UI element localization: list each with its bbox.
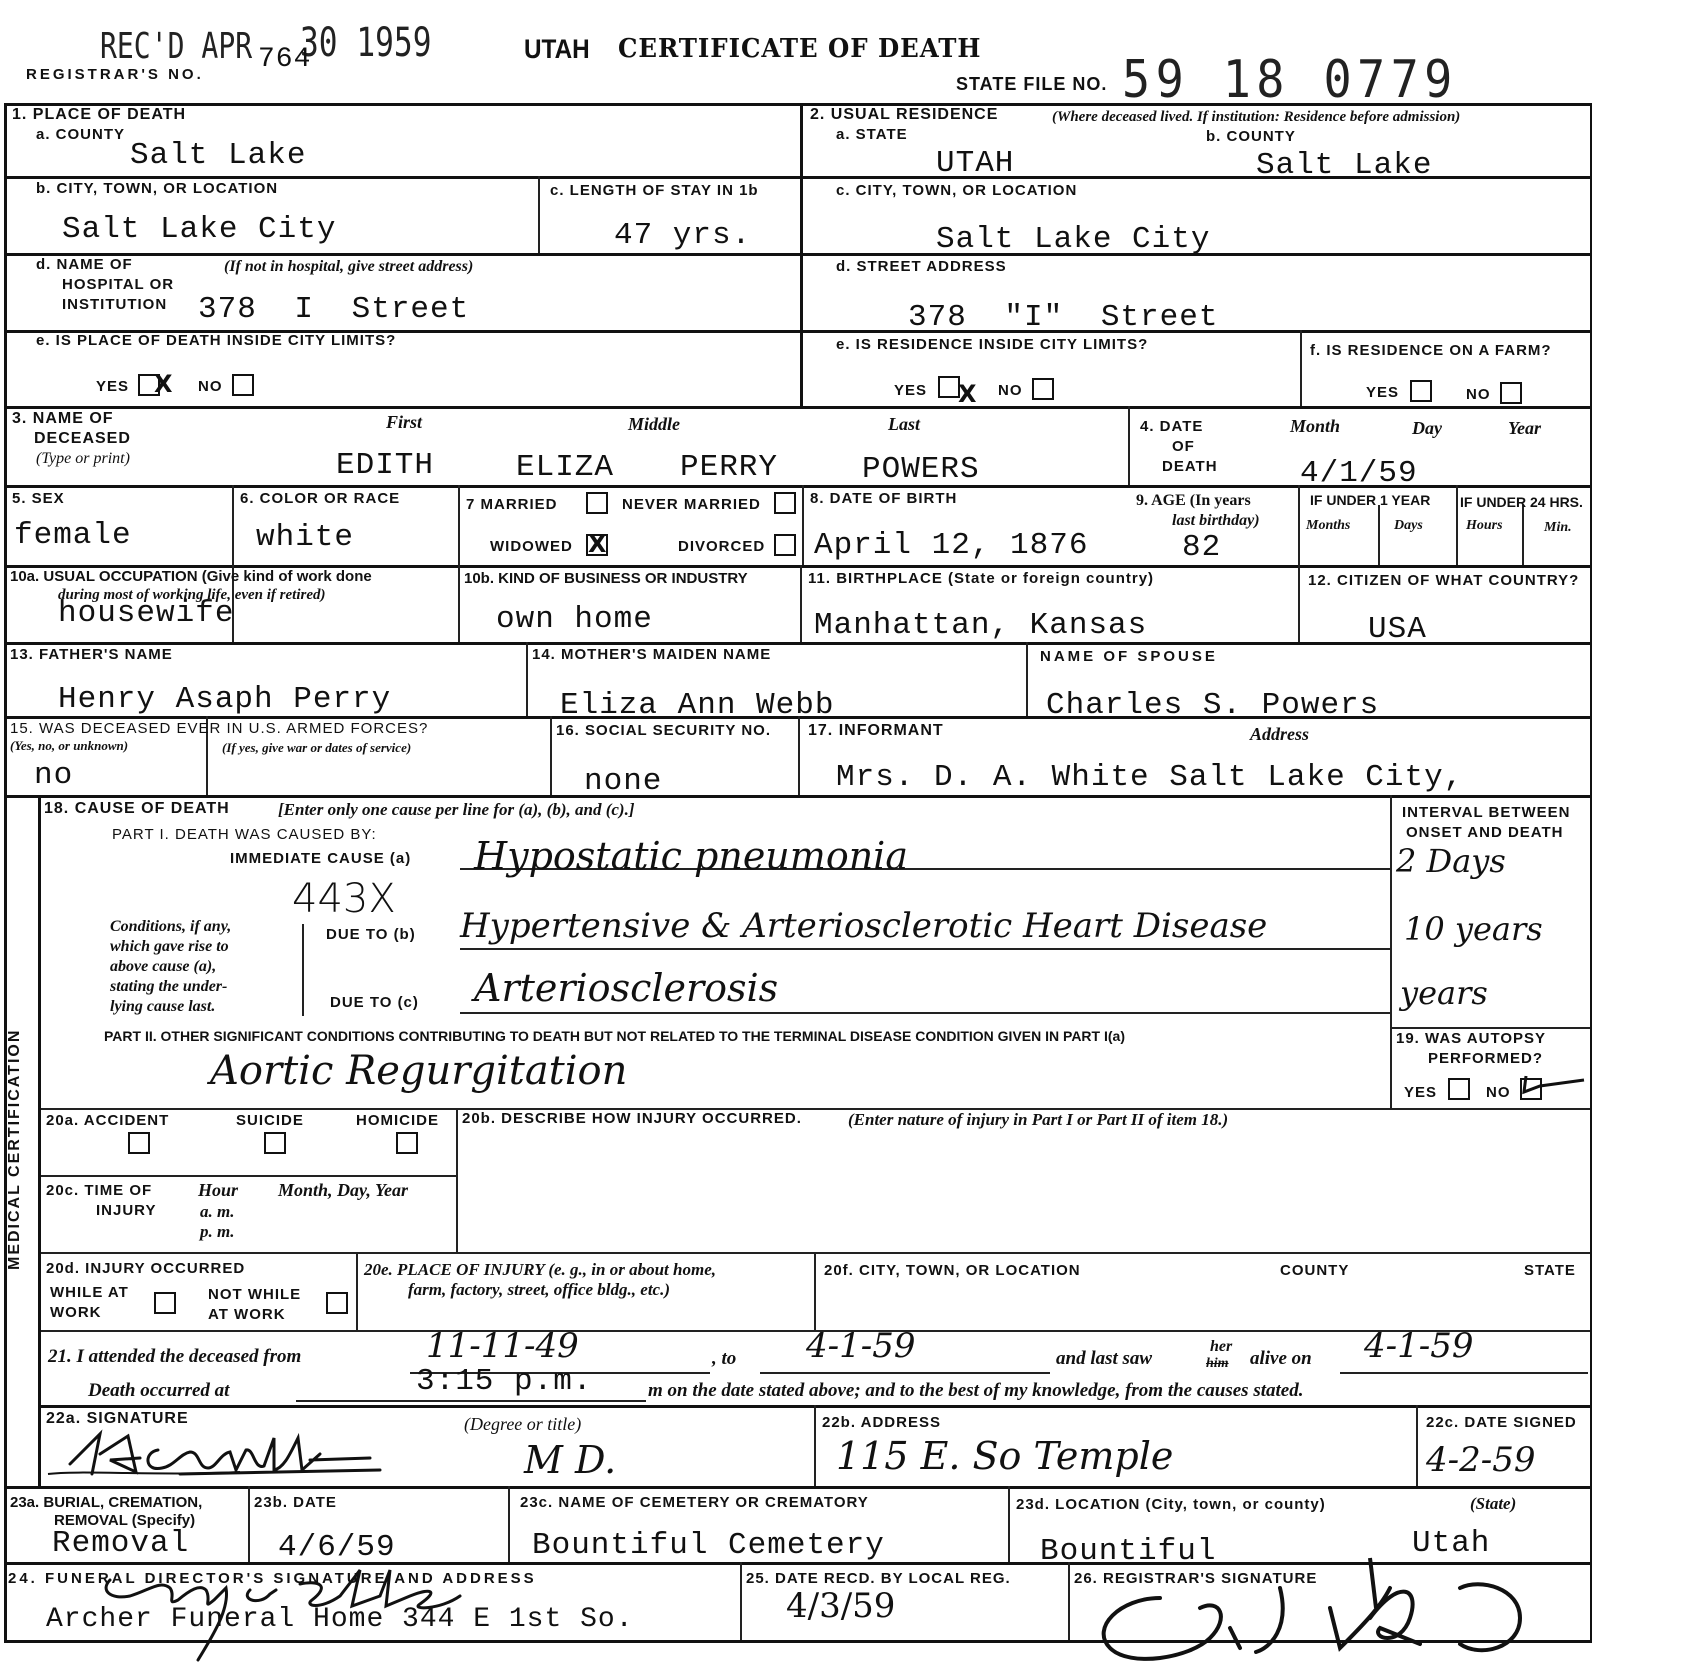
death-occurred-label: Death occurred at [88, 1380, 230, 1401]
due-to-b-value: Hypertensive & Arteriosclerotic Heart Disease [460, 906, 1268, 946]
received-stamp: REC'D APR [100, 26, 253, 67]
residence-yes-mark: X [958, 380, 977, 408]
day-label: Day [1412, 418, 1442, 438]
part-two-label: PART II. OTHER SIGNIFICANT CONDITIONS CONTRIBUTING TO DEATH BUT NOT RELATED TO THE TERMINAL DISEASE CONDITION GIVEN IN PART I(a) [104, 1028, 1125, 1044]
farm-label: f. IS RESIDENCE ON A FARM? [1310, 342, 1552, 359]
months-label: Months [1306, 518, 1351, 533]
medical-certification-side-label: MEDICAL CERTIFICATION [6, 1028, 23, 1270]
death-yes-mark: X [154, 370, 173, 398]
inside-limits-label: e. IS PLACE OF DEATH INSIDE CITY LIMITS? [36, 332, 397, 349]
length-of-stay-label: c. LENGTH OF STAY IN 1b [550, 182, 759, 199]
burial-location-value: Bountiful [1040, 1534, 1217, 1569]
death-county-value: Salt Lake [130, 138, 307, 173]
informant-address-label: Address [1250, 724, 1310, 744]
farm-yes-label: YES [1366, 384, 1400, 401]
part-two-value: Aortic Regurgitation [210, 1048, 628, 1094]
degree-label: (Degree or title) [464, 1414, 582, 1434]
injury-how-note: (Enter nature of injury in Part I or Part II of item 18.) [848, 1110, 1229, 1129]
injury-occurred-label: 20d. INJURY OCCURRED [46, 1260, 246, 1277]
death-no-checkbox [232, 374, 254, 396]
not-while-work-checkbox [326, 1292, 348, 1314]
hospital-label-2: HOSPITAL OR [62, 276, 175, 293]
interval-b-value: 10 years [1404, 910, 1543, 948]
autopsy-label-2: PERFORMED? [1428, 1050, 1543, 1067]
name-label-3: (Type or print) [36, 450, 130, 467]
residence-no-label: NO [998, 382, 1023, 399]
alive-on-value: 4-1-59 [1364, 1326, 1474, 1366]
occupation-value: housewife [58, 596, 235, 631]
am-label: a. m. [200, 1202, 235, 1221]
signature-label: 22a. SIGNATURE [46, 1410, 189, 1427]
father-name-value: Henry Asaph Perry [58, 682, 392, 717]
residence-city-label: c. CITY, TOWN, OR LOCATION [836, 182, 1078, 199]
cause-of-death-note: [Enter only one cause per line for (a), (b), and (c).] [278, 800, 635, 819]
citizen-value: USA [1368, 612, 1427, 647]
armed-forces-label: 15. WAS DECEASED EVER IN U.S. ARMED FORCES? [10, 720, 429, 737]
social-security-value: none [584, 764, 663, 799]
injury-how-label: 20b. DESCRIBE HOW INJURY OCCURRED. [462, 1110, 802, 1127]
funeral-director-label: 24. FUNERAL DIRECTOR'S SIGNATURE AND ADDRESS [8, 1570, 537, 1587]
widowed-mark: X [588, 530, 607, 558]
usual-residence-label: 2. USUAL RESIDENCE [810, 106, 999, 123]
burial-value: Removal [52, 1526, 190, 1561]
burial-date-value: 4/6/59 [278, 1530, 396, 1565]
date-signed-value: 4-2-59 [1426, 1440, 1536, 1480]
last-label: Last [888, 414, 921, 434]
mother-name-label: 14. MOTHER'S MAIDEN NAME [532, 646, 772, 663]
deceased-maiden-name: PERRY [680, 450, 779, 485]
under-1-year-label: IF UNDER 1 YEAR [1310, 492, 1431, 508]
registrar-no-value: 764 [258, 44, 312, 75]
alive-on-label: alive on [1250, 1348, 1312, 1369]
under-24-hours-label: IF UNDER 24 HRS. [1460, 494, 1583, 510]
spouse-name-value: Charles S. Powers [1046, 688, 1380, 723]
received-stamp-date: 30 1959 [300, 20, 432, 66]
residence-no-checkbox [1032, 378, 1054, 400]
place-of-injury-label-2: farm, factory, street, office bldg., etc.) [408, 1280, 671, 1299]
month-day-year-label: Month, Day, Year [278, 1180, 409, 1200]
residence-state-value: UTAH [936, 146, 1015, 181]
registrar-no-label: REGISTRAR'S NO. [26, 66, 204, 83]
place-of-death-label: 1. PLACE OF DEATH [12, 106, 187, 123]
place-of-injury-label-1: 20e. PLACE OF INJURY (e. g., in or about home, [364, 1260, 716, 1279]
death-city-value: Salt Lake City [62, 212, 337, 247]
attended-to-value: 4-1-59 [806, 1326, 916, 1366]
date-received-value: 4/3/59 [786, 1586, 896, 1626]
immediate-cause-label: IMMEDIATE CAUSE (a) [230, 850, 412, 867]
street-address-label: d. STREET ADDRESS [836, 258, 1007, 275]
birthplace-value: Manhattan, Kansas [814, 608, 1148, 643]
state-file-number: 59 18 0779 [1122, 50, 1458, 110]
sex-label: 5. SEX [12, 490, 65, 507]
farm-no-label: NO [1466, 386, 1491, 403]
divorced-label: DIVORCED [678, 538, 766, 555]
married-checkbox [586, 492, 608, 514]
date-of-birth-value: April 12, 1876 [814, 528, 1089, 563]
burial-location-label: 23d. LOCATION (City, town, or county) [1016, 1496, 1326, 1513]
interval-c-value: years [1400, 974, 1488, 1012]
autopsy-no-mark [1520, 1070, 1592, 1100]
farm-yes-checkbox [1410, 380, 1432, 402]
time-of-injury-label-2: INJURY [96, 1202, 157, 1219]
death-city-label: b. CITY, TOWN, OR LOCATION [36, 180, 279, 197]
hours-label: Hours [1466, 518, 1503, 533]
burial-state-label: (State) [1470, 1494, 1517, 1513]
hospital-note: (If not in hospital, give street address) [224, 258, 474, 275]
not-while-work-1: NOT WHILE [208, 1286, 302, 1303]
hospital-value: 378 I Street [198, 292, 470, 327]
occupation-label-1: 10a. USUAL OCCUPATION (Give kind of work done [10, 568, 372, 585]
hospital-label-1: d. NAME OF [36, 256, 133, 273]
immediate-cause-value: Hypostatic pneumonia [474, 834, 908, 878]
degree-value: M D. [524, 1438, 617, 1482]
deceased-last-name: POWERS [862, 452, 980, 487]
homicide-checkbox [396, 1132, 418, 1154]
date-of-death-label-2: OF [1172, 438, 1195, 455]
cause-of-death-label: 18. CAUSE OF DEATH [44, 800, 230, 817]
name-label-2: DECEASED [34, 430, 131, 447]
first-label: First [386, 412, 423, 432]
middle-label: Middle [628, 414, 680, 434]
her-label: her [1210, 1338, 1233, 1355]
age-label-1: 9. AGE (In years [1136, 492, 1251, 509]
due-to-c-value: Arteriosclerosis [474, 966, 779, 1010]
part-one-label: PART I. DEATH WAS CAUSED BY: [112, 826, 377, 843]
armed-forces-value: no [34, 758, 74, 793]
never-married-checkbox [774, 492, 796, 514]
cemetery-value: Bountiful Cemetery [532, 1528, 885, 1563]
burial-state-value: Utah [1412, 1526, 1491, 1561]
due-to-b-label: DUE TO (b) [326, 926, 416, 943]
days-label: Days [1394, 518, 1423, 533]
interval-a-value: 2 Days [1396, 842, 1506, 880]
month-label: Month [1290, 416, 1341, 436]
time-of-injury-label-1: 20c. TIME OF [46, 1182, 153, 1199]
mother-name-value: Eliza Ann Webb [560, 688, 835, 723]
burial-label-2: REMOVAL (Specify) [54, 1512, 196, 1529]
spouse-name-label: NAME OF SPOUSE [1040, 648, 1218, 665]
physician-address-value: 115 E. So Temple [836, 1434, 1174, 1478]
date-of-birth-label: 8. DATE OF BIRTH [810, 490, 958, 507]
father-name-label: 13. FATHER'S NAME [10, 646, 173, 663]
injury-city-label: 20f. CITY, TOWN, OR LOCATION [824, 1262, 1081, 1279]
citizen-label: 12. CITIZEN OF WHAT COUNTRY? [1308, 572, 1580, 589]
accident-checkbox [128, 1132, 150, 1154]
social-security-label: 16. SOCIAL SECURITY NO. [556, 722, 771, 739]
birthplace-label: 11. BIRTHPLACE (State or foreign country) [808, 570, 1155, 587]
informant-value: Mrs. D. A. White Salt Lake City, [836, 760, 1464, 795]
conditions-text-4: stating the under- [110, 978, 228, 995]
min-label: Min. [1544, 520, 1572, 535]
informant-label: 17. INFORMANT [808, 722, 944, 739]
suicide-label: SUICIDE [236, 1112, 304, 1129]
physician-address-label: 22b. ADDRESS [822, 1414, 941, 1431]
date-received-label: 25. DATE RECD. BY LOCAL REG. [746, 1570, 1011, 1587]
homicide-label: HOMICIDE [356, 1112, 439, 1129]
widowed-label: WIDOWED [490, 538, 573, 555]
attended-to-label: , to [712, 1348, 737, 1369]
interval-label-2: ONSET AND DEATH [1406, 824, 1564, 841]
state-file-label: STATE FILE NO. [956, 74, 1108, 94]
residence-limits-label: e. IS RESIDENCE INSIDE CITY LIMITS? [836, 336, 1149, 353]
him-label: him [1206, 1356, 1229, 1371]
while-at-work-checkbox [154, 1292, 176, 1314]
autopsy-yes-label: YES [1404, 1084, 1438, 1101]
residence-yes-label: YES [894, 382, 928, 399]
accident-label: 20a. ACCIDENT [46, 1112, 170, 1129]
death-county-label: a. COUNTY [36, 126, 126, 143]
attended-from-value: 11-11-49 [426, 1326, 579, 1366]
residence-county-value: Salt Lake [1256, 148, 1433, 183]
death-time-value: 3:15 p.m. [416, 1364, 593, 1399]
injury-county-label: COUNTY [1280, 1262, 1350, 1279]
not-while-work-2: AT WORK [208, 1306, 286, 1323]
suicide-checkbox [264, 1132, 286, 1154]
funeral-director-value: Archer Funeral Home 344 E 1st So. [46, 1604, 634, 1635]
interval-label-1: INTERVAL BETWEEN [1402, 804, 1571, 821]
burial-label-1: 23a. BURIAL, CREMATION, [10, 1494, 203, 1511]
armed-forces-sub-2: (If yes, give war or dates of service) [222, 740, 412, 755]
deceased-first-name: EDITH [336, 448, 435, 483]
state-title: UTAH [524, 34, 590, 64]
date-of-death-label-1: 4. DATE [1140, 418, 1204, 435]
autopsy-no-label: NO [1486, 1084, 1511, 1101]
death-no-label: NO [198, 378, 223, 395]
registrar-signature-label: 26. REGISTRAR'S SIGNATURE [1074, 1570, 1318, 1587]
conditions-text-3: above cause (a), [110, 958, 217, 975]
due-to-c-label: DUE TO (c) [330, 994, 419, 1011]
pm-label: p. m. [200, 1222, 235, 1241]
conditions-text-5: lying cause last. [110, 998, 216, 1015]
conditions-text-1: Conditions, if any, [110, 918, 232, 935]
married-label: 7 MARRIED [466, 496, 558, 513]
while-at-work-2: WORK [50, 1304, 102, 1321]
attended-label: 21. I attended the deceased from [48, 1346, 302, 1367]
farm-no-checkbox [1500, 382, 1522, 404]
residence-county-label: b. COUNTY [1206, 128, 1296, 145]
death-occurred-tail: m on the date stated above; and to the best of my knowledge, from the causes stated. [648, 1380, 1304, 1401]
physician-signature [40, 1424, 420, 1484]
residence-state-label: a. STATE [836, 126, 908, 143]
year-label: Year [1508, 418, 1541, 438]
business-label: 10b. KIND OF BUSINESS OR INDUSTRY [464, 570, 748, 587]
race-label: 6. COLOR OR RACE [240, 490, 401, 507]
injury-state-label: STATE [1524, 1262, 1576, 1279]
race-value: white [256, 520, 355, 555]
name-label-1: 3. NAME OF [12, 410, 114, 427]
death-yes-label: YES [96, 378, 130, 395]
hour-label: Hour [198, 1180, 239, 1200]
age-label-2: last birthday) [1172, 512, 1260, 529]
street-address-value: 378 "I" Street [908, 300, 1219, 335]
residence-city-value: Salt Lake City [936, 222, 1211, 257]
armed-forces-sub-1: (Yes, no, or unknown) [10, 738, 129, 753]
last-saw-label: and last saw [1056, 1348, 1153, 1369]
hospital-label-3: INSTITUTION [62, 296, 168, 313]
while-at-work-1: WHILE AT [50, 1284, 129, 1301]
burial-date-label: 23b. DATE [254, 1494, 337, 1511]
autopsy-label-1: 19. WAS AUTOPSY [1396, 1030, 1547, 1047]
never-married-label: NEVER MARRIED [622, 496, 761, 513]
autopsy-yes-checkbox [1448, 1078, 1470, 1100]
diagnosis-code: 443X [292, 876, 396, 922]
cemetery-label: 23c. NAME OF CEMETERY OR CREMATORY [520, 1494, 869, 1511]
conditions-text-2: which gave rise to [110, 938, 229, 955]
sex-value: female [14, 518, 132, 553]
residence-yes-checkbox [938, 376, 960, 398]
length-of-stay-value: 47 yrs. [614, 218, 752, 253]
age-value: 82 [1182, 530, 1222, 565]
business-value: own home [496, 602, 653, 637]
date-signed-label: 22c. DATE SIGNED [1426, 1414, 1577, 1431]
certificate-title: CERTIFICATE OF DEATH [618, 34, 982, 64]
usual-residence-note: (Where deceased lived. If institution: Residence before admission) [1052, 109, 1461, 125]
deceased-middle-name: ELIZA [516, 450, 615, 485]
registrar-signature [1080, 1548, 1600, 1676]
occupation-label-2: during most of working life, even if retired) [58, 587, 326, 603]
date-of-death-label-3: DEATH [1162, 458, 1218, 475]
divorced-checkbox [774, 534, 796, 556]
date-of-death-value: 4/1/59 [1300, 456, 1418, 491]
